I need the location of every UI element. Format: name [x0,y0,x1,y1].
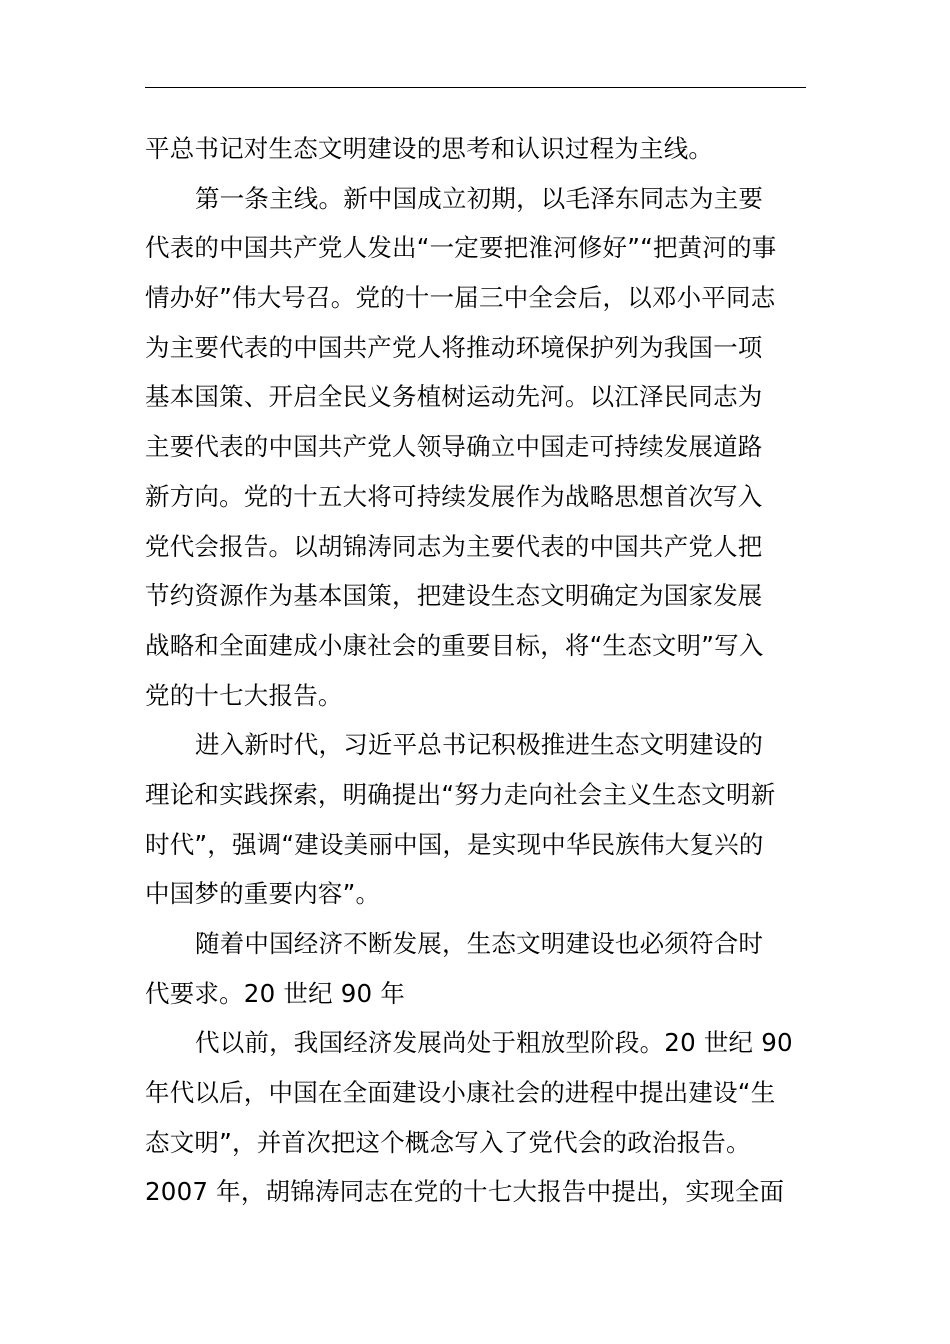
text-line: 党的十七大报告。 [145,680,343,710]
text-line: 情办好”伟大号召。党的十一届三中全会后，以邓小平同志 [145,283,776,313]
text-line: 党代会报告。以胡锦涛同志为主要代表的中国共产党人把 [145,531,763,561]
text-line: 代表的中国共产党人发出“一定要把淮河修好”“把黄河的事 [145,233,777,263]
text-line: 基本国策、开启全民义务植树运动先河。以江泽民同志为 [145,382,763,412]
text-line: 平总书记对生态文明建设的思考和认识过程为主线。 [145,134,714,163]
text-line: 随着中国经济不断发展，生态文明建设也必须符合时 [195,929,764,958]
text-line: 时代”，强调“建设美丽中国，是实现中华民族伟大复兴的 [145,829,764,859]
text-line: 为主要代表的中国共产党人将推动环境保护列为我国一项 [145,332,763,362]
text-line: 2007 年，胡锦涛同志在党的十七大报告中提出，实现全面 [145,1177,785,1207]
text-line: 战略和全面建成小康社会的重要目标，将“生态文明”写入 [145,630,764,660]
text-line: 新方向。党的十五大将可持续发展作为战略思想首次写入 [145,481,763,511]
text-line: 节约资源作为基本国策，把建设生态文明确定为国家发展 [145,581,763,611]
text-line: 中国梦的重要内容”。 [145,879,381,909]
document-body [145,124,806,1217]
text-line: 代以前，我国经济发展尚处于粗放型阶段。20 世纪 90 [195,1028,793,1058]
text-line: 理论和实践探索，明确提出“努力走向社会主义生态文明新 [145,779,776,809]
text-line: 态文明”，并首次把这个概念写入了党代会的政治报告。 [145,1127,751,1157]
text-line: 代要求。20 世纪 90 年 [145,978,406,1008]
text-line: 主要代表的中国共产党人领导确立中国走可持续发展道路 [145,432,763,462]
text-line: 年代以后，中国在全面建设小康社会的进程中提出建设“生 [145,1078,776,1108]
header-rule [145,87,806,88]
text-line: 第一条主线。新中国成立初期，以毛泽东同志为主要 [195,183,764,213]
text-line: 进入新时代，习近平总书记积极推进生态文明建设的 [195,730,764,760]
